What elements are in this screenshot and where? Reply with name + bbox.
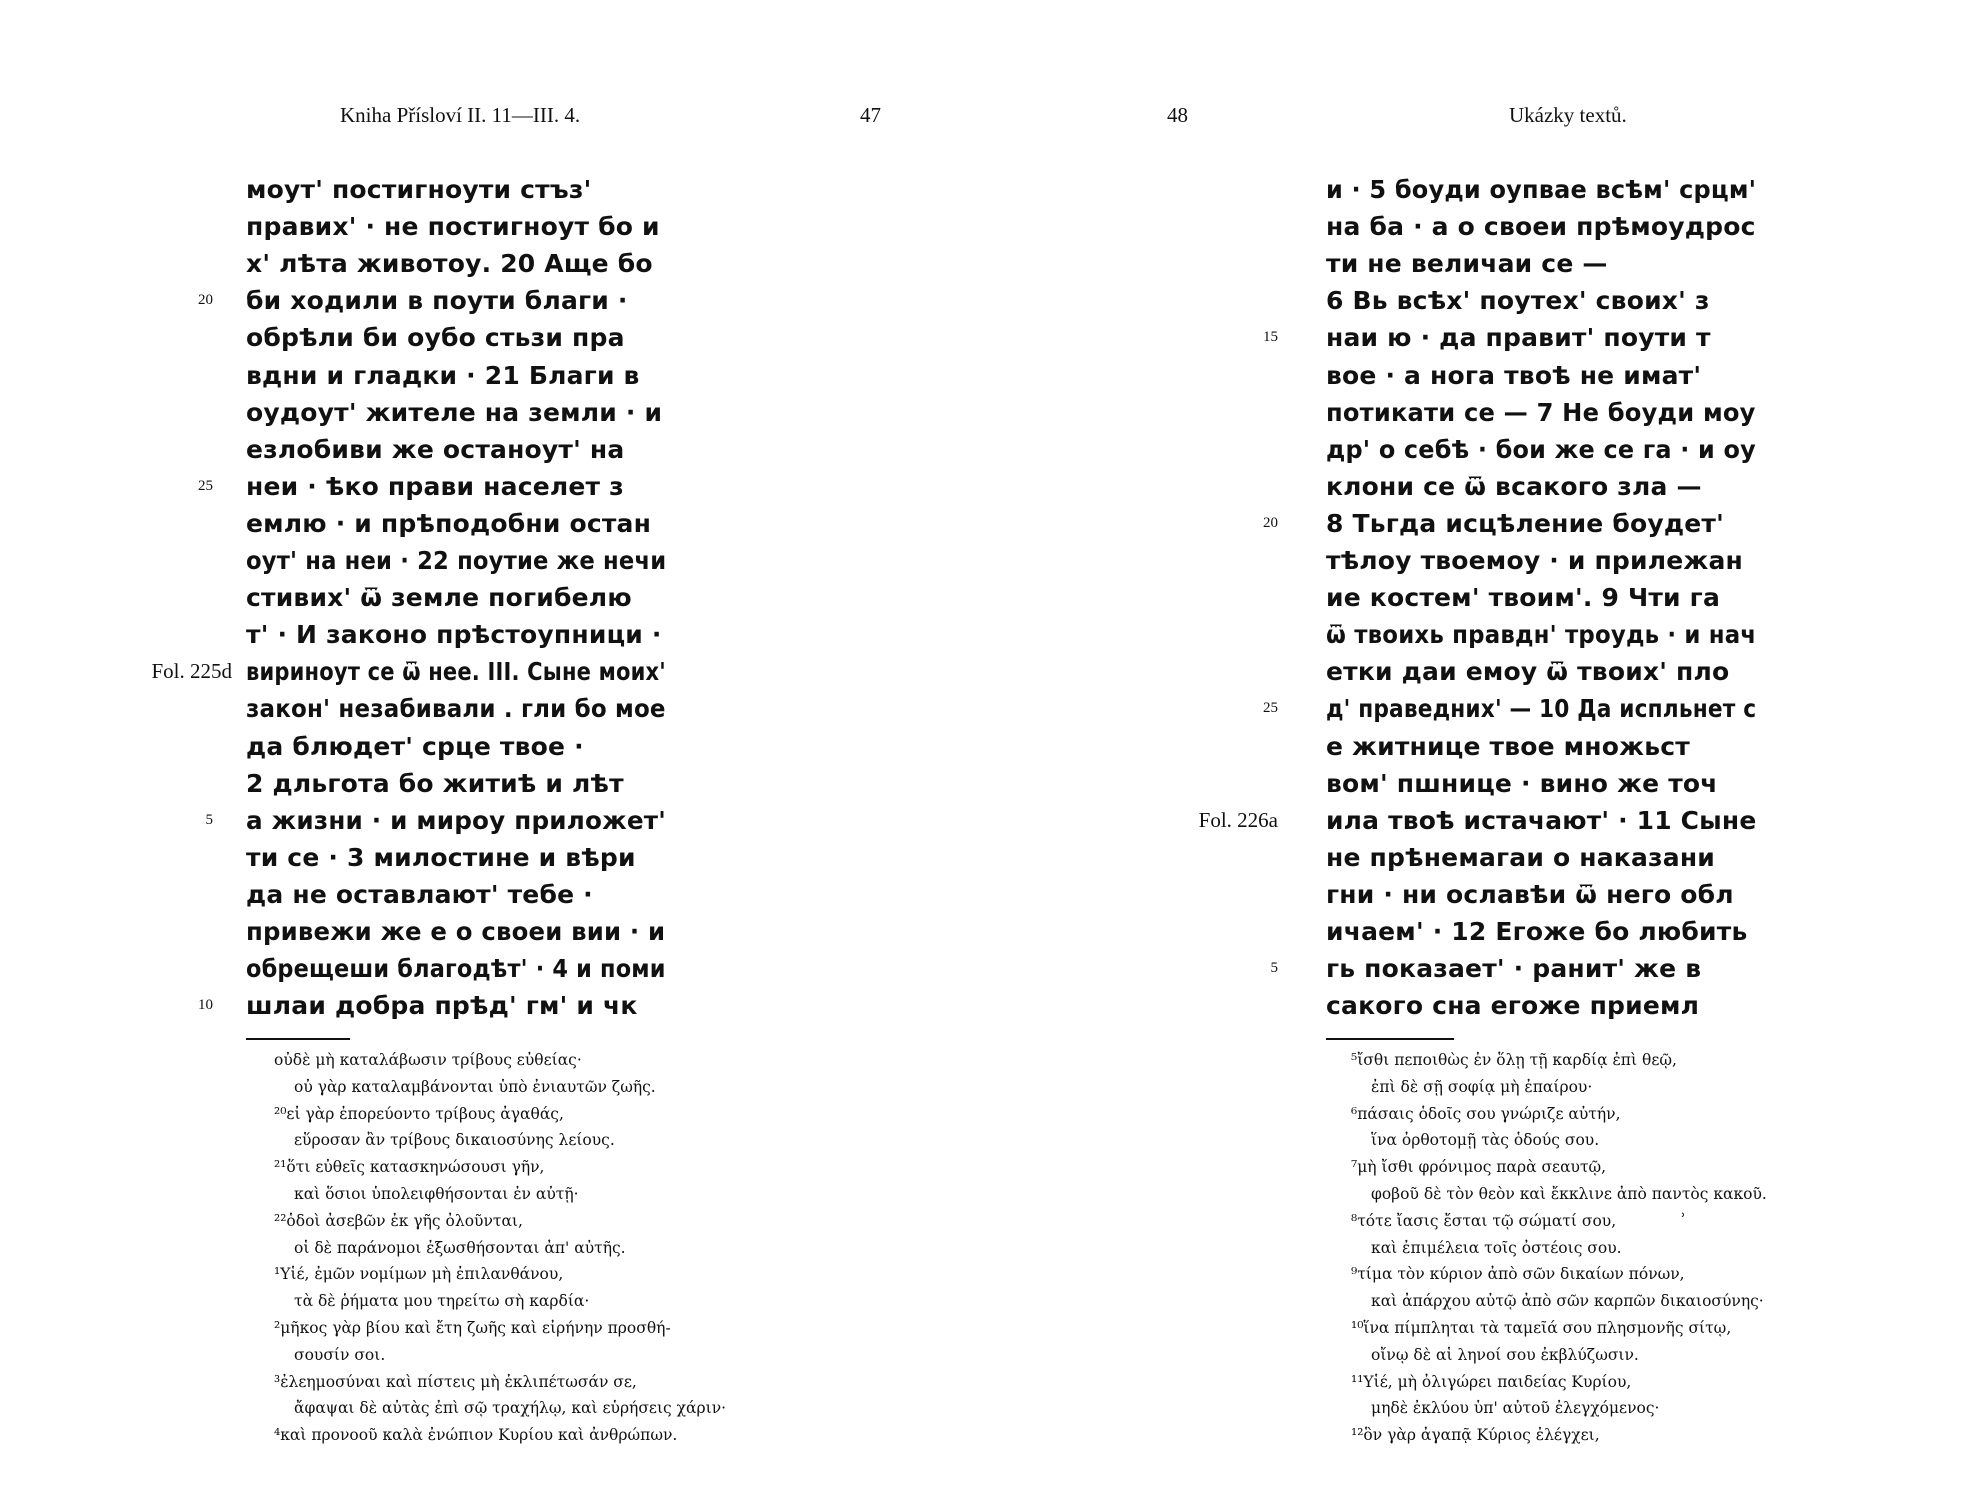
text-line: оут' на неи · 22 поутие же нечи xyxy=(246,546,667,575)
verse-line-number: 5 xyxy=(205,811,213,828)
greek-verse-line: ἄφαψαι δὲ αὐτὰς ἐπὶ σῷ τραχήλῳ, καὶ εὑρήσεις χάριν· xyxy=(294,1399,727,1418)
text-line: гни · ни ославѣи ѿ него обл xyxy=(1326,879,1734,909)
text-line: наи ю · да правит' поути т xyxy=(1326,323,1711,353)
greek-verse-line: ²²ὁδοὶ ἀσεβῶν ἐκ γῆς ὀλοῦνται, xyxy=(274,1211,523,1230)
text-line: обрѣли би оубо стьзи пра xyxy=(246,323,625,353)
verse-line-number: 20 xyxy=(198,292,213,309)
text-line: неи · ѣко прави населет з xyxy=(246,471,624,501)
text-line: е житнице твое множьст xyxy=(1326,731,1690,761)
greek-verse-line: ἐπὶ δὲ σῇ σοφίᾳ μὴ ἐπαίρου· xyxy=(1371,1077,1593,1096)
greek-verse-line: ⁷μὴ ἴσθι φρόνιμος παρὰ σεαυτῷ, xyxy=(1351,1158,1607,1177)
church-slavonic-text xyxy=(246,171,666,1031)
text-line: да не оставлают' тебе · xyxy=(246,879,593,909)
text-line: обрещеши благодѣт' · 4 и поми xyxy=(246,954,666,984)
text-line: и · 5 боуди оупвае всѣм' срцм' xyxy=(1326,175,1757,204)
text-line: оудоут' жителе на земли · и xyxy=(246,397,663,427)
greek-verse-line: ²⁰εἰ γὰρ ἐπορεύοντο τρίβους ἀγαθάς, xyxy=(274,1104,564,1123)
stray-mark: ʾ xyxy=(1681,1210,1686,1229)
text-line: д' праведних' — 10 Да испльнет с xyxy=(1326,694,1757,724)
greek-verse-line: τὰ δὲ ῥήματα μου τηρείτω σὴ καρδία· xyxy=(294,1292,590,1311)
greek-verse-line: ⁹τίμα τὸν κύριον ἀπὸ σῶν δικαίων πόνων, xyxy=(1351,1265,1685,1284)
text-line: др' о себѣ · бои же се га · и оу xyxy=(1326,434,1756,464)
greek-verse-line: οὐδὲ μὴ καταλάβωσιν τρίβους εὐθείας· xyxy=(274,1051,582,1069)
text-line: ти не величаи се — xyxy=(1326,249,1608,279)
greek-verse-line: ³ἐλεημοσύναι καὶ πίστεις μὴ ἐκλιπέτωσάν σε, xyxy=(274,1372,637,1391)
text-line: ичаем' · 12 Егоже бо любить xyxy=(1326,917,1748,946)
greek-verse-line: εὕροσαν ἂν τρίβους δικαιοσύνης λείους. xyxy=(294,1131,615,1150)
text-line: ие костем' твоим'. 9 Чти га xyxy=(1326,583,1721,613)
greek-verse-line: οἴνῳ δὲ αἱ ληνοί σου ἐκβλύζωσιν. xyxy=(1371,1345,1639,1364)
greek-parallel-text xyxy=(1323,1047,1943,1457)
text-line: закон' незабивали . гли бо мое xyxy=(246,694,666,724)
greek-verse-line: ²¹ὅτι εὐθεῖς κατασκηνώσουσι γῆν, xyxy=(274,1158,545,1177)
greek-verse-line: οἱ δὲ παράνομοι ἐξωσθήσονται ἀπ' αὐτῆς. xyxy=(294,1238,626,1257)
text-line: тѣлоу твоемоу · и прилежан xyxy=(1326,546,1744,575)
text-line: правих' · не постигноут бо и xyxy=(246,212,660,242)
verse-line-number: 5 xyxy=(1270,960,1278,977)
text-line: привежи же е о своеи вии · и xyxy=(246,917,666,946)
footnote-rule xyxy=(1326,1038,1454,1040)
text-line: 6 Вь всѣх' поутех' своих' з xyxy=(1326,286,1710,316)
greek-verse-line: καὶ ἐπιμέλεια τοῖς ὀστέοις σου. xyxy=(1371,1238,1622,1257)
text-line: езлобиви же останоут' на xyxy=(246,434,625,464)
running-header: Kniha Přísloví II. 11—III. 4. xyxy=(340,103,581,127)
text-line: не прѣнемагаи о наказани xyxy=(1326,842,1716,872)
text-line: гь показает' · ранит' же в xyxy=(1326,954,1702,984)
text-line: 8 Тьгда исцѣление боудет' xyxy=(1326,508,1724,538)
text-line: емлю · и прѣподобни остан xyxy=(246,508,652,538)
text-line: вириноут се ѿ нее. III. Сыне моих' xyxy=(246,657,666,687)
greek-verse-line: ⁶πάσαις ὁδοῖς σου γνώριζε αὐτήν, xyxy=(1351,1104,1621,1123)
greek-parallel-text xyxy=(246,1047,806,1457)
verse-line-number: 25 xyxy=(198,477,213,494)
verse-line-number: 20 xyxy=(1263,514,1278,531)
text-line: на ба · а о своеи прѣмоудрос xyxy=(1326,212,1756,242)
greek-verse-line: ⁴καὶ προνοοῦ καλὰ ἐνώπιον Κυρίου καὶ ἀνθρώπων. xyxy=(274,1426,678,1445)
text-line: шлаи добра прѣд' гм' и чк xyxy=(246,991,638,1021)
greek-verse-line: ¹⁰ἵνα πίμπληται τὰ ταμεῖά σου πλησμονῆς σίτῳ, xyxy=(1351,1319,1732,1337)
greek-verse-line: καὶ ἀπάρχου αὐτῷ ἀπὸ σῶν καρπῶν δικαιοσύνης· xyxy=(1371,1292,1764,1311)
greek-verse-line: ⁵ἴσθι πεποιθὼς ἐν ὅλῃ τῇ καρδίᾳ ἐπὶ θεῷ, xyxy=(1351,1051,1677,1069)
text-line: моут' постигноути стъз' xyxy=(246,175,592,204)
text-line: ти се · 3 милостине и вѣри xyxy=(246,842,636,872)
verse-line-number: 15 xyxy=(1263,329,1278,346)
text-line: ѿ твоихь правдн' троудь · и нач xyxy=(1326,620,1757,650)
folio-marker: Fol. 225d xyxy=(151,659,232,684)
greek-verse-line: ²μῆκος γὰρ βίου καὶ ἔτη ζωῆς καὶ εἰρήνην προσθή- xyxy=(274,1319,671,1337)
text-line: потикати се — 7 Не боуди моу xyxy=(1326,397,1756,427)
text-line: а жизни · и мироу приложет' xyxy=(246,805,667,835)
text-line: вдни и гладки · 21 Благи в xyxy=(246,360,640,390)
left-margin-notes xyxy=(991,171,1292,1031)
text-line: вом' пшнице · вино же точ xyxy=(1326,768,1718,798)
running-header: Ukázky textů. xyxy=(1509,103,1627,127)
text-line: би ходили в поути благи · xyxy=(246,286,628,316)
greek-verse-line: ⁸τότε ἴασις ἔσται τῷ σώματί σου, xyxy=(1351,1211,1617,1230)
text-line: клони се ѿ всакого зла — xyxy=(1326,471,1702,501)
church-slavonic-text xyxy=(1326,171,1756,1031)
text-line: ила твоѣ истачают' · 11 Сыне xyxy=(1326,805,1757,835)
text-line: да блюдет' срце твое · xyxy=(246,731,584,761)
footnote-rule xyxy=(246,1038,350,1040)
text-line: вое · а нога твоѣ не имат' xyxy=(1326,360,1702,390)
greek-verse-line: οὐ γὰρ καταλαμβάνονται ὑπὸ ἐνιαυτῶν ζωῆς. xyxy=(294,1077,656,1096)
greek-verse-line: φοβοῦ δὲ τὸν θεὸν καὶ ἔκκλινε ἀπὸ παντὸς κακοῦ. xyxy=(1371,1185,1767,1203)
greek-verse-line: σουσίν σοι. xyxy=(294,1345,386,1364)
text-line: 2 дльгота бо житиѣ и лѣт xyxy=(246,768,624,798)
page-number: 48 xyxy=(1167,103,1188,127)
greek-verse-line: ¹²ὃν γὰρ ἀγαπᾷ Κύριος ἐλέγχει, xyxy=(1351,1426,1600,1445)
greek-verse-line: μηδὲ ἐκλύου ὑπ' αὐτοῦ ἐλεγχόμενος· xyxy=(1371,1399,1660,1418)
greek-verse-line: ¹¹Υἱέ, μὴ ὀλιγώρει παιδείας Κυρίου, xyxy=(1351,1372,1632,1391)
left-margin-notes xyxy=(0,171,240,1031)
greek-verse-line: ¹Υἱέ, ἐμῶν νομίμων μὴ ἐπιλανθάνου, xyxy=(274,1265,564,1284)
right-page xyxy=(991,0,1982,1500)
verse-line-number: 25 xyxy=(1263,700,1278,717)
greek-verse-line: ἵνα ὀρθοτομῇ τὰς ὁδούς σου. xyxy=(1371,1131,1600,1150)
verse-line-number: 10 xyxy=(198,997,213,1014)
text-line: стивих' ѿ земле погибелю xyxy=(246,583,632,613)
folio-marker: Fol. 226a xyxy=(1198,807,1278,832)
text-line: етки даи емоу ѿ твоих' пло xyxy=(1326,657,1730,687)
text-line: х' лѣта животоу. 20 Аще бо xyxy=(246,249,653,279)
text-line: сакого сна егоже приемл xyxy=(1326,991,1700,1021)
page-number: 47 xyxy=(860,103,881,127)
greek-verse-line: καὶ ὅσιοι ὑπολειφθήσονται ἐν αὐτῇ· xyxy=(294,1185,579,1203)
text-line: т' · И законо прѣстоупници · xyxy=(246,620,662,650)
